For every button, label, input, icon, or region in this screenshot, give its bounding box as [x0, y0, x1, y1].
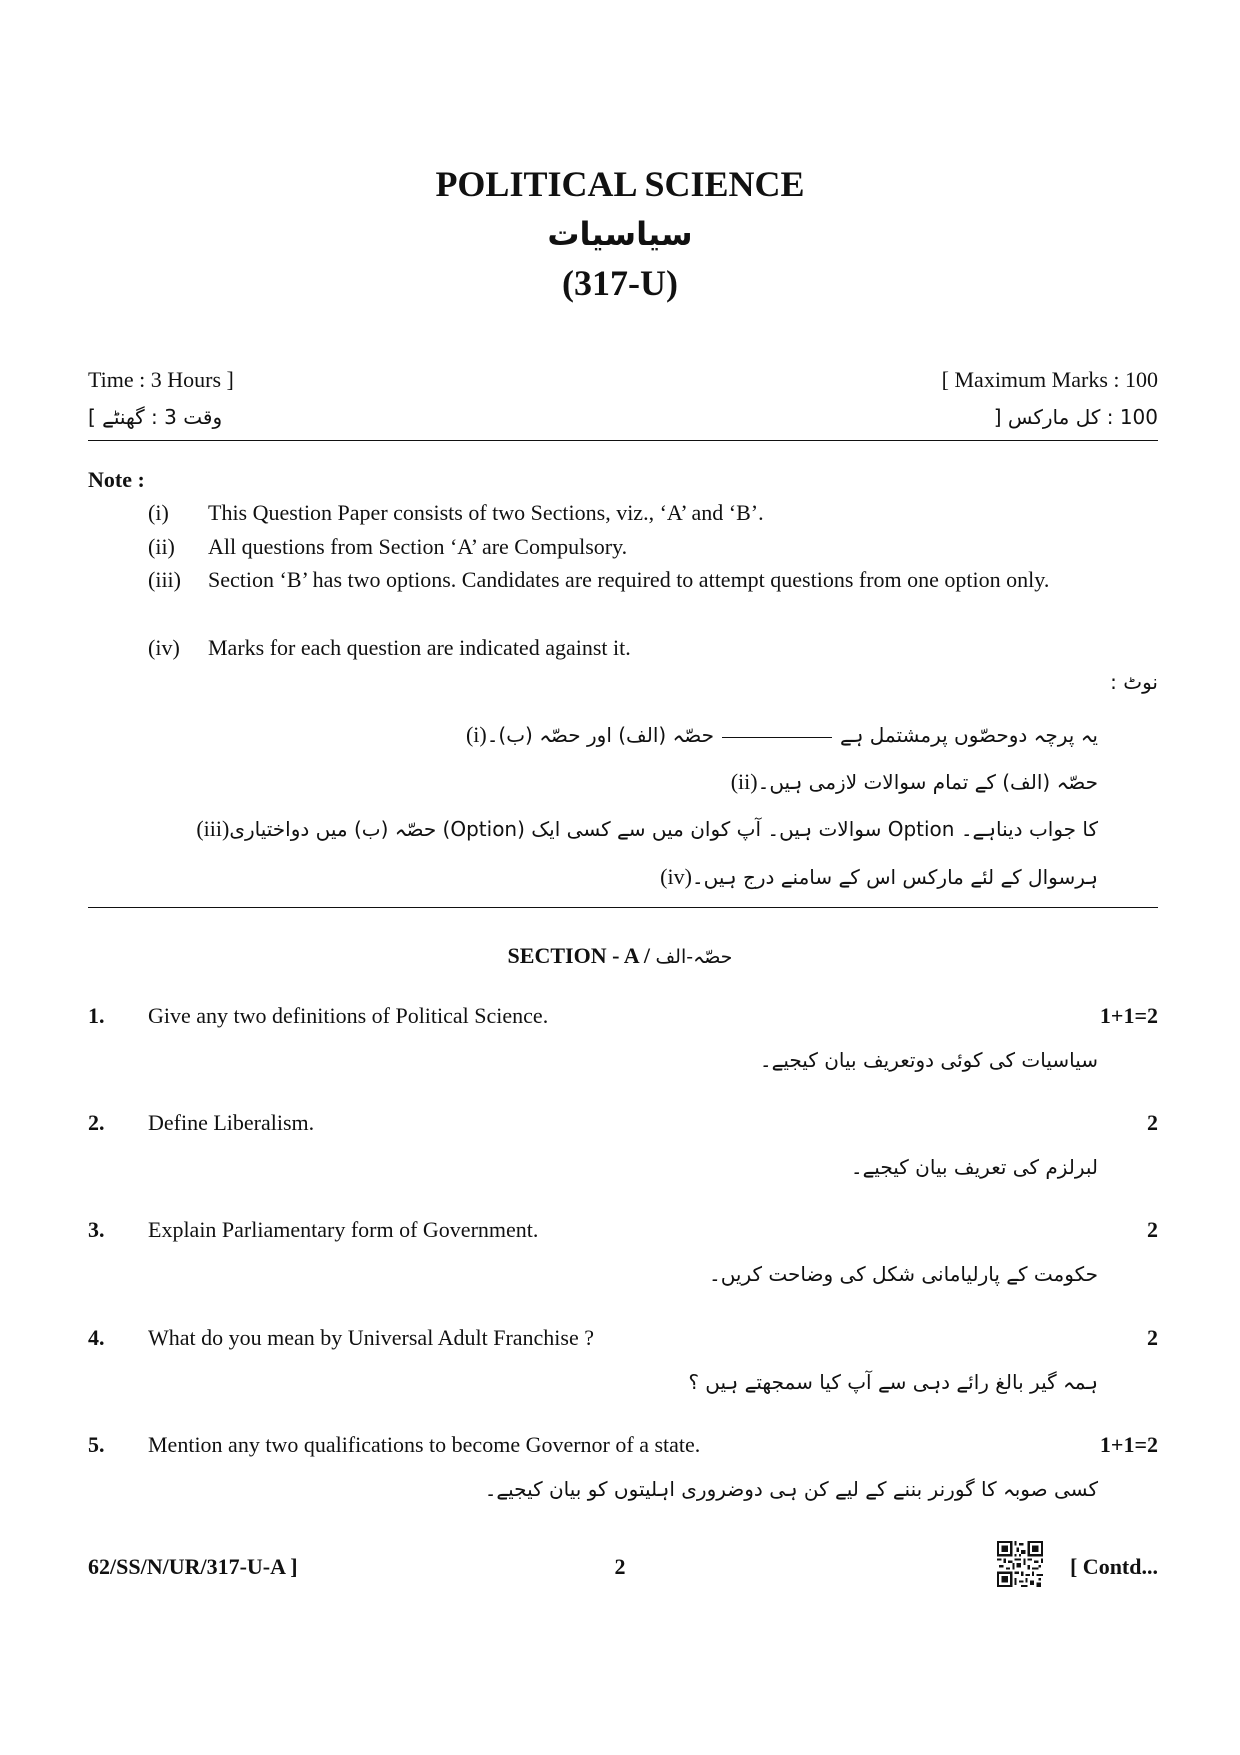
max-marks-urdu: 100 : کل مارکس [ [993, 405, 1158, 429]
note-urdu-text: یہ پرچہ دوحصّوں پرمشتمل ہے [839, 723, 1098, 747]
time-en: Time : 3 Hours ] [88, 367, 234, 392]
note-item-num: (iv) [148, 635, 180, 660]
note-item-text: All questions from Section ‘A’ are Compulsory. [208, 534, 628, 559]
section-heading [0, 943, 1240, 969]
question-number: 1. [88, 1003, 105, 1028]
note-urdu-item [138, 722, 1098, 748]
question-number: 5. [88, 1432, 105, 1457]
question-text-urdu: سیاسیات کی کوئی دوتعریف بیان کیجیے۔ [759, 1048, 1098, 1072]
question-text: Define Liberalism. [148, 1110, 315, 1135]
max-marks-en: [ Maximum Marks : 100 [941, 367, 1158, 392]
question-number: 2. [88, 1110, 105, 1135]
qr-code-icon [997, 1541, 1043, 1587]
note-item-num: (ii) [148, 534, 175, 559]
note-item-text: Marks for each question are indicated against it. [208, 635, 631, 660]
question-text-urdu: حکومت کے پارلیامانی شکل کی وضاحت کریں۔ [708, 1262, 1098, 1286]
note-urdu-num: (iv) [660, 864, 692, 889]
note-urdu-num: (ii) [730, 769, 758, 794]
note-urdu-text: حصّہ (الف) اور حصّہ (ب)۔ [486, 723, 714, 747]
divider-notes [88, 907, 1158, 908]
note-item-num: (iii) [148, 567, 181, 592]
note-label-urdu: نوٹ : [1110, 670, 1158, 694]
footer-code: 62/SS/N/UR/317-U-A ] [88, 1554, 298, 1579]
note-urdu-text: ہرسوال کے لئے مارکس اس کے سامنے درج ہیں۔ [691, 865, 1098, 889]
question-number: 4. [88, 1325, 105, 1350]
paper-code: (317-U) [562, 263, 678, 303]
note-item-text: This Question Paper consists of two Sections, viz., ‘A’ and ‘B’. [208, 500, 764, 525]
section-heading-urdu: حصّہ-الف [655, 946, 733, 968]
note-item-text: Section ‘B’ has two options. Candidates are required to attempt questions from one option only. [208, 567, 1050, 592]
note-urdu-num: (i) [465, 722, 487, 747]
page-number: 2 [614, 1554, 626, 1579]
note-label: Note : [88, 467, 145, 492]
note-urdu-num: (iii) [196, 816, 230, 841]
time-urdu: وقت 3 : گھنٹے ] [88, 405, 223, 429]
question-text: Give any two definitions of Political Science. [148, 1003, 549, 1028]
note-urdu-item [138, 816, 1098, 842]
note-urdu-item [138, 864, 1098, 890]
note-item-num: (i) [148, 500, 169, 525]
question-marks: 1+1=2 [1099, 1003, 1158, 1028]
note-urdu-text: حصّہ (ب) میں دواختیاری (Option) سوالات ہیں۔ آپ کوان میں سے کسی ایک Option کا جواب دیناہے۔ [229, 817, 1098, 841]
note-urdu-item [138, 769, 1098, 795]
divider-top [88, 440, 1158, 441]
paper-title-urdu: سیاسیات [547, 215, 693, 253]
fill-blank [722, 737, 832, 738]
section-heading-en: SECTION - A / [507, 943, 650, 968]
question-text-urdu: لبرلزم کی تعریف بیان کیجیے۔ [850, 1155, 1098, 1179]
question-text: What do you mean by Universal Adult Franchise ? [148, 1325, 595, 1350]
paper-title: POLITICAL SCIENCE [435, 164, 805, 204]
question-marks: 2 [1147, 1110, 1158, 1135]
question-text: Explain Parliamentary form of Government. [148, 1217, 539, 1242]
question-number: 3. [88, 1217, 105, 1242]
question-text: Mention any two qualifications to become Governor of a state. [148, 1432, 701, 1457]
question-text-urdu: ہمہ گیر بالغ رائے دہی سے آپ کیا سمجھتے ہیں ؟ [688, 1370, 1098, 1394]
question-marks: 1+1=2 [1099, 1432, 1158, 1457]
note-urdu-text: حصّہ (الف) کے تمام سوالات لازمی ہیں۔ [757, 770, 1098, 794]
question-text-urdu: کسی صوبہ کا گورنر بننے کے لیے کن ہی دوضروری اہلیتوں کو بیان کیجیے۔ [484, 1477, 1098, 1501]
question-marks: 2 [1147, 1325, 1158, 1350]
continued-label: [ Contd... [1069, 1554, 1158, 1579]
question-marks: 2 [1147, 1217, 1158, 1242]
